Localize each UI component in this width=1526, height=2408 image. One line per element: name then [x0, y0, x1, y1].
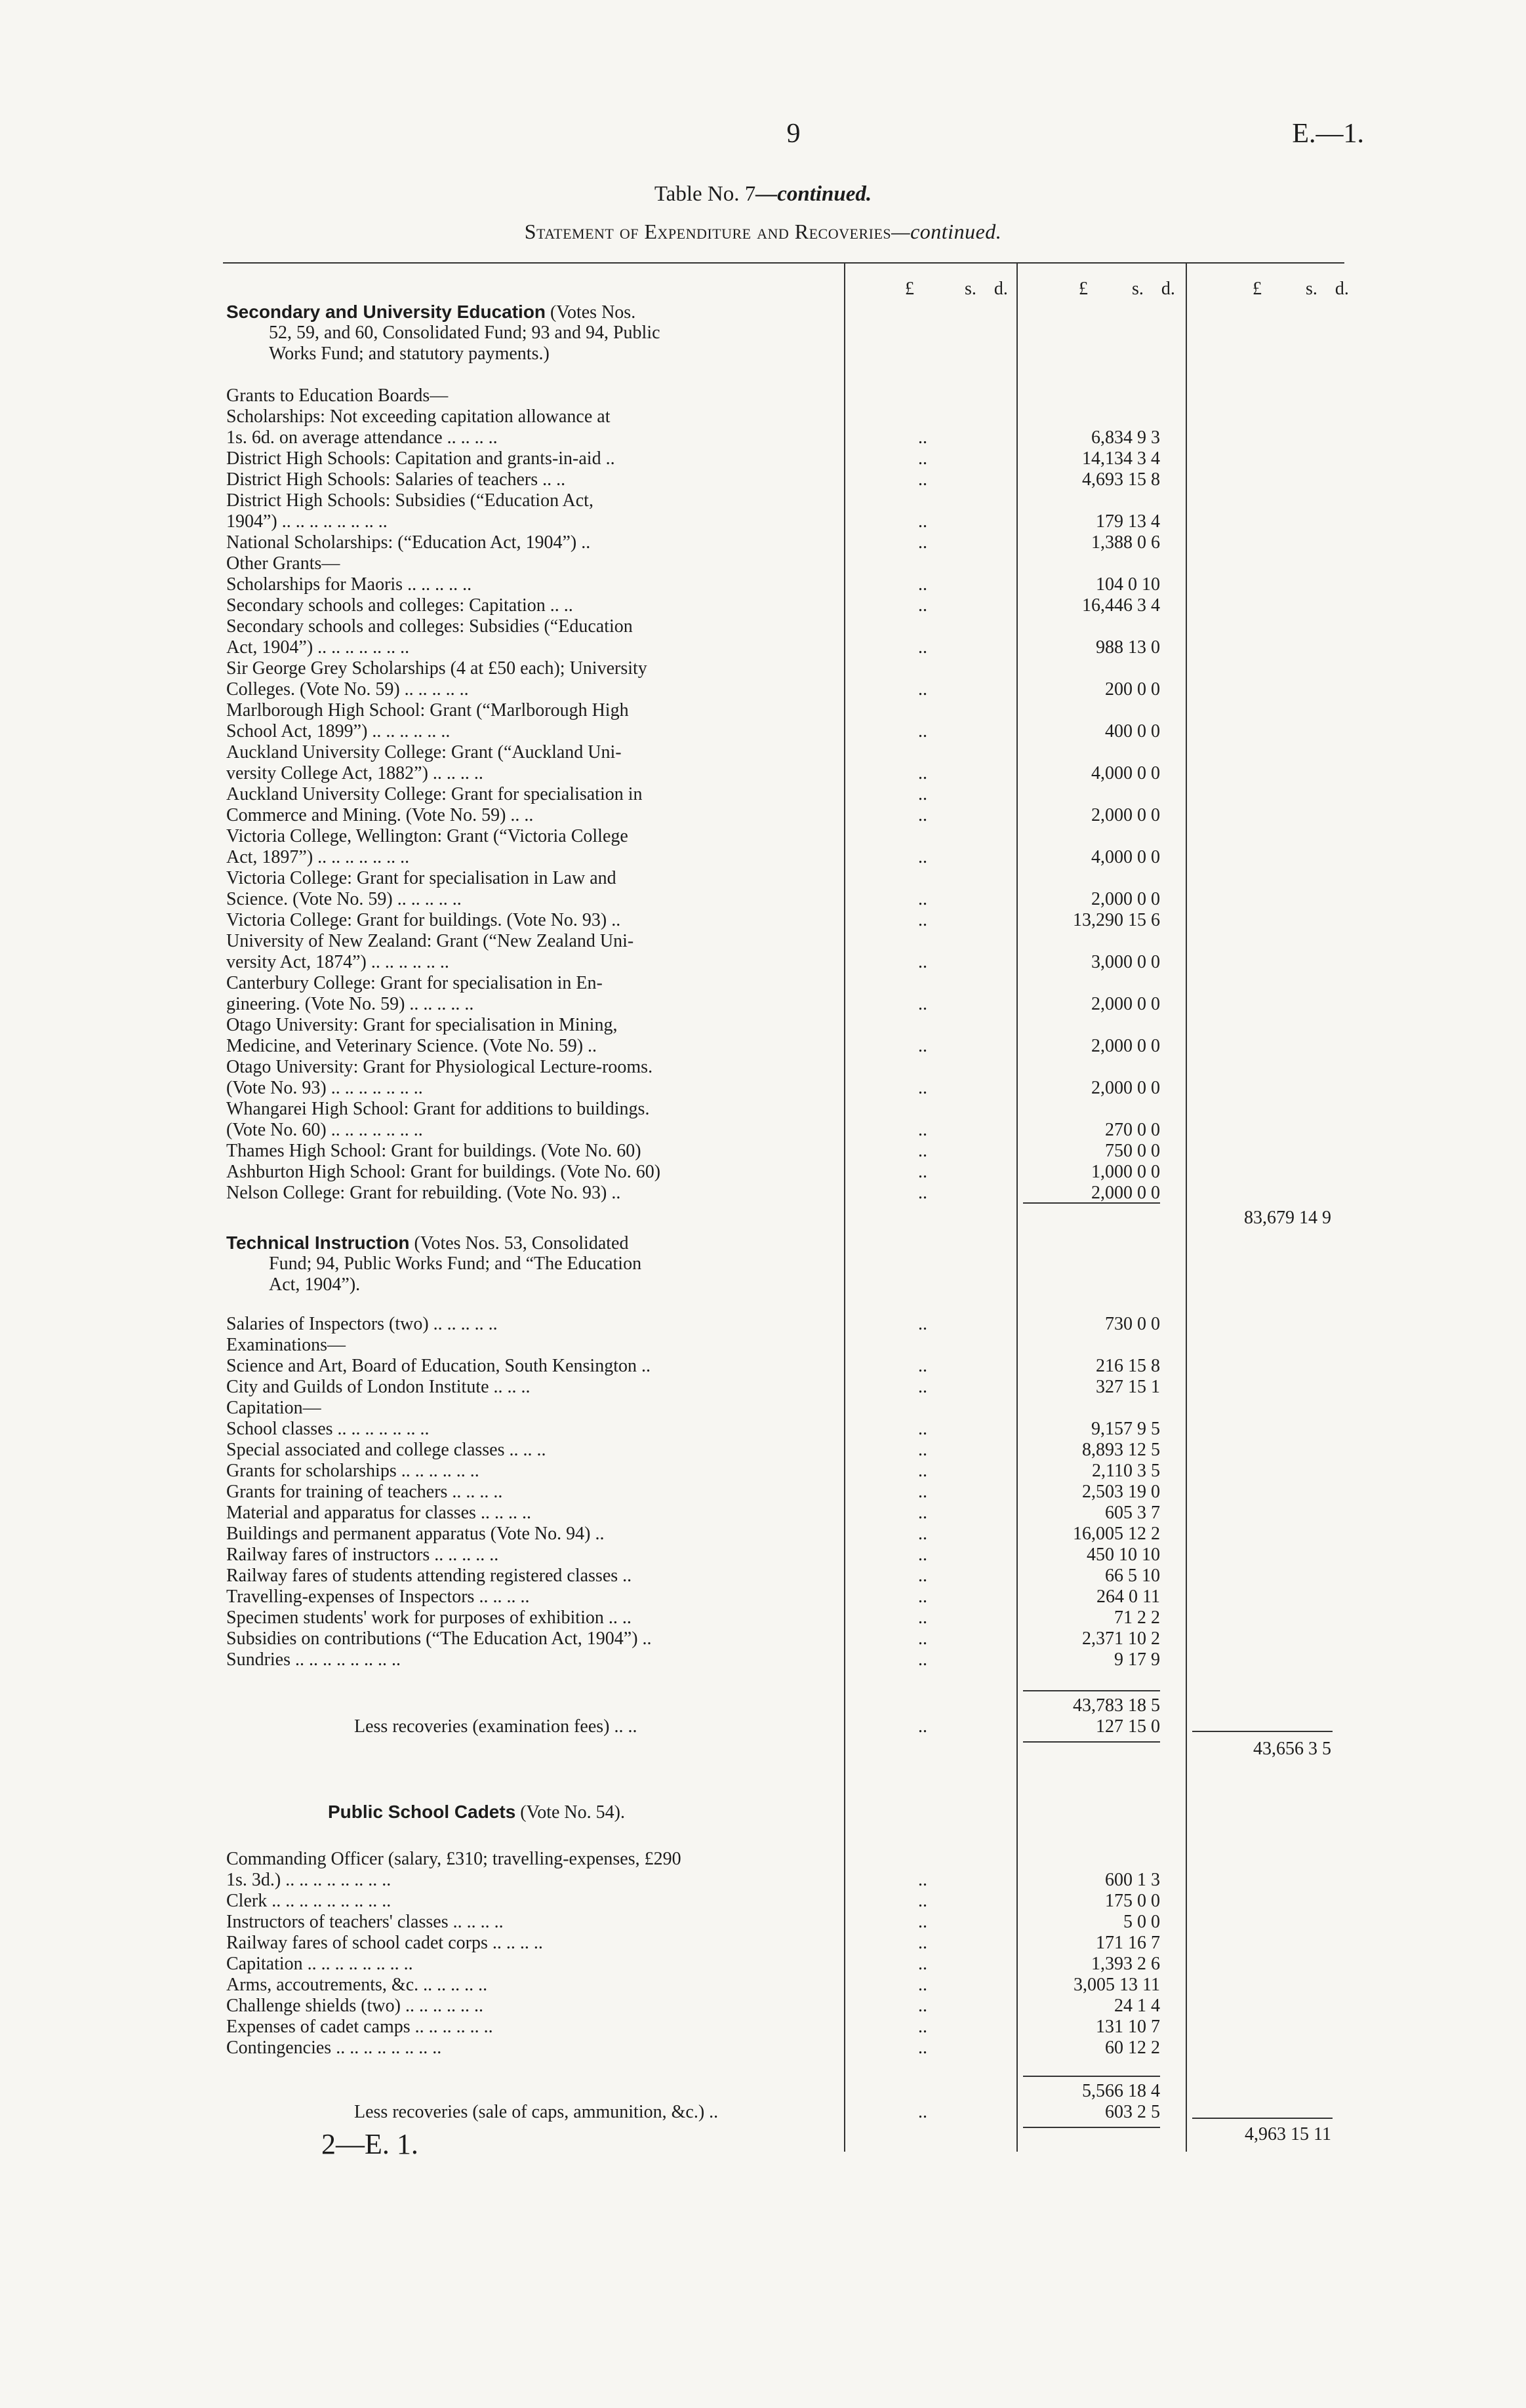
row-description: Capitation .. .. .. .. .. .. .. ..	[226, 1954, 413, 1974]
table-row	[0, 511, 1526, 532]
table-row	[0, 1545, 1526, 1566]
row-leader: ..	[918, 1314, 927, 1334]
table-row	[0, 1120, 1526, 1141]
row-leader: ..	[918, 1120, 927, 1140]
row-amount: 2,110 3 5	[1092, 1461, 1160, 1481]
table-row	[0, 868, 1526, 889]
row-amount: 327 15 1	[1096, 1377, 1160, 1397]
row-leader: ..	[918, 1356, 927, 1376]
table-row	[0, 1461, 1526, 1482]
row-amount: 2,000 0 0	[1091, 1183, 1160, 1203]
row-description: Specimen students' work for purposes of exhibition .. ..	[226, 1608, 632, 1628]
row-amount: 605 3 7	[1105, 1503, 1160, 1523]
table-row	[0, 1608, 1526, 1628]
table-row	[0, 763, 1526, 784]
row-leader: ..	[918, 1461, 927, 1481]
document-code: E.—1.	[1292, 119, 1364, 149]
table-row	[0, 595, 1526, 616]
secondary-total-row: 83,679 14 9	[1244, 1208, 1331, 1228]
row-description: Commanding Officer (salary, £310; travelling-expenses, £290	[226, 1849, 681, 1869]
row-leader: ..	[918, 1975, 927, 1995]
row-description: Victoria College, Wellington: Grant (“Victoria College	[226, 826, 628, 846]
table-row	[0, 973, 1526, 994]
row-description: gineering. (Vote No. 59) .. .. .. .. ..	[226, 994, 474, 1014]
row-amount: 200 0 0	[1105, 679, 1160, 700]
row-amount: 14,134 3 4	[1082, 448, 1160, 469]
row-description: Colleges. (Vote No. 59) .. .. .. .. ..	[226, 679, 469, 700]
table-row	[0, 1335, 1526, 1356]
row-description: 1904”) .. .. .. .. .. .. .. ..	[226, 511, 388, 532]
table-row	[0, 721, 1526, 742]
row-leader: ..	[918, 427, 927, 448]
table-row	[0, 1524, 1526, 1545]
row-amount: 988 13 0	[1096, 637, 1160, 658]
row-description: Railway fares of students attending registered classes ..	[226, 1566, 632, 1586]
row-amount: 9,157 9 5	[1091, 1419, 1160, 1439]
row-amount: 2,000 0 0	[1091, 1078, 1160, 1098]
row-leader: ..	[918, 532, 927, 553]
row-description: Secondary schools and colleges: Capitation .. ..	[226, 595, 573, 616]
table-row	[0, 532, 1526, 553]
row-amount: 2,000 0 0	[1091, 1036, 1160, 1056]
row-description: Challenge shields (two) .. .. .. .. .. ..	[226, 1996, 483, 2016]
row-leader: ..	[918, 889, 927, 909]
row-amount: 450 10 10	[1087, 1545, 1160, 1565]
row-description: Thames High School: Grant for buildings. (Vote No. 60)	[226, 1141, 641, 1161]
row-description: Travelling-expenses of Inspectors .. .. .. ..	[226, 1587, 530, 1607]
technical-less-row: Less recoveries (examination fees) .. .. .. 127 15 0	[354, 1716, 1160, 1737]
row-leader: ..	[918, 1870, 927, 1890]
row-description: University of New Zealand: Grant (“New Zealand Uni-	[226, 931, 634, 951]
row-leader: ..	[918, 1482, 927, 1502]
row-description: Expenses of cadet camps .. .. .. .. .. ..	[226, 2017, 493, 2037]
row-description: Examinations—	[226, 1335, 346, 1355]
row-amount: 71 2 2	[1114, 1608, 1160, 1628]
row-description: versity College Act, 1882”) .. .. .. ..	[226, 763, 483, 783]
table-row	[0, 679, 1526, 700]
row-description: Science. (Vote No. 59) .. .. .. .. ..	[226, 889, 462, 909]
column-header-2: £ s. d.	[1079, 279, 1175, 299]
row-amount: 2,000 0 0	[1091, 805, 1160, 825]
row-leader: ..	[918, 1649, 927, 1670]
row-leader: ..	[918, 763, 927, 783]
row-amount: 104 0 10	[1096, 574, 1160, 595]
table-row	[0, 847, 1526, 868]
row-description: Nelson College: Grant for rebuilding. (Vote No. 93) ..	[226, 1183, 621, 1203]
row-leader: ..	[918, 910, 927, 930]
row-description: Act, 1897”) .. .. .. .. .. .. ..	[226, 847, 410, 867]
cadets-subtotal-row: 5,566 18 4	[1082, 2081, 1160, 2101]
row-description: Victoria College: Grant for specialisation in Law and	[226, 868, 616, 888]
total-rule	[1192, 1731, 1333, 1732]
table-row	[0, 1891, 1526, 1912]
row-description: Marlborough High School: Grant (“Marlborough High	[226, 700, 629, 720]
row-description: Medicine, and Veterinary Science. (Vote No. 59) ..	[226, 1036, 597, 1056]
row-amount: 66 5 10	[1105, 1566, 1160, 1586]
row-description: Clerk .. .. .. .. .. .. .. .. ..	[226, 1891, 392, 1911]
table-row	[0, 1628, 1526, 1649]
row-description: Act, 1904”) .. .. .. .. .. .. ..	[226, 637, 410, 658]
technical-subtotal-row: 43,783 18 5	[1073, 1695, 1160, 1716]
row-description: Instructors of teachers' classes .. .. .. ..	[226, 1912, 504, 1932]
row-description: National Scholarships: (“Education Act, 1904”) ..	[226, 532, 591, 553]
total-rule	[1023, 1202, 1160, 1204]
table-row	[0, 931, 1526, 952]
table-row	[0, 700, 1526, 721]
row-leader: ..	[918, 1141, 927, 1161]
row-leader: ..	[918, 721, 927, 741]
row-leader: ..	[918, 511, 927, 532]
row-leader: ..	[918, 1036, 927, 1056]
row-amount: 175 0 0	[1105, 1891, 1160, 1911]
row-description: Material and apparatus for classes .. .. .. ..	[226, 1503, 531, 1523]
table-row	[0, 1162, 1526, 1183]
table-row	[0, 952, 1526, 973]
table-row	[0, 910, 1526, 931]
table-row	[0, 784, 1526, 805]
table-row	[0, 1398, 1526, 1419]
technical-total-row: 43,656 3 5	[1253, 1739, 1331, 1759]
row-leader: ..	[918, 1996, 927, 2016]
table-row	[0, 1954, 1526, 1975]
row-leader: ..	[918, 1503, 927, 1523]
row-amount: 3,000 0 0	[1091, 952, 1160, 972]
table-row	[0, 574, 1526, 595]
row-leader: ..	[918, 448, 927, 469]
table-row	[0, 2017, 1526, 2038]
row-description: Contingencies .. .. .. .. .. .. .. ..	[226, 2038, 442, 2058]
row-amount: 400 0 0	[1105, 721, 1160, 741]
row-description: School classes .. .. .. .. .. .. ..	[226, 1419, 430, 1439]
row-description: Science and Art, Board of Education, South Kensington ..	[226, 1356, 651, 1376]
row-amount: 600 1 3	[1105, 1870, 1160, 1890]
row-amount: 5 0 0	[1123, 1912, 1160, 1932]
row-leader: ..	[918, 994, 927, 1014]
total-rule	[1192, 2118, 1333, 2119]
table-row	[0, 1912, 1526, 1933]
section-heading: Technical Instruction (Votes Nos. 53, Consolidated	[226, 1233, 629, 1253]
row-description: Salaries of Inspectors (two) .. .. .. .. ..	[226, 1314, 498, 1334]
section-heading: Secondary and University Education (Votes Nos.	[226, 302, 636, 323]
table-row	[0, 1356, 1526, 1377]
table-row	[0, 1314, 1526, 1335]
row-leader: ..	[918, 847, 927, 867]
row-description: Whangarei High School: Grant for additions to buildings.	[226, 1099, 650, 1119]
table-row	[0, 1933, 1526, 1954]
table-row	[0, 658, 1526, 679]
row-description: Railway fares of school cadet corps .. .. .. ..	[226, 1933, 543, 1953]
section-heading-line: Works Fund; and statutory payments.)	[269, 344, 550, 364]
table-row	[0, 427, 1526, 448]
row-description: Auckland University College: Grant for specialisation in	[226, 784, 643, 804]
row-description: City and Guilds of London Institute .. .. ..	[226, 1377, 531, 1397]
row-description: (Vote No. 60) .. .. .. .. .. .. ..	[226, 1120, 423, 1140]
row-description: Grants to Education Boards—	[226, 385, 449, 406]
row-description: Otago University: Grant for Physiological Lecture-rooms.	[226, 1057, 653, 1077]
row-amount: 750 0 0	[1105, 1141, 1160, 1161]
row-description: Scholarships: Not exceeding capitation allowance at	[226, 406, 611, 427]
row-leader: ..	[918, 574, 927, 595]
table-row	[0, 1975, 1526, 1996]
row-amount: 179 13 4	[1096, 511, 1160, 532]
table-row	[0, 994, 1526, 1015]
row-amount: 16,005 12 2	[1073, 1524, 1160, 1544]
table-row	[0, 1503, 1526, 1524]
row-leader: ..	[918, 1078, 927, 1098]
table-row	[0, 1377, 1526, 1398]
row-leader: ..	[918, 2038, 927, 2058]
row-description: Capitation—	[226, 1398, 321, 1418]
row-description: Sir George Grey Scholarships (4 at £50 each); University	[226, 658, 647, 679]
row-description: District High Schools: Salaries of teachers .. ..	[226, 469, 566, 490]
row-amount: 9 17 9	[1114, 1649, 1160, 1670]
row-description: Grants for scholarships .. .. .. .. .. ..	[226, 1461, 479, 1481]
row-leader: ..	[918, 1524, 927, 1544]
table-row	[0, 1036, 1526, 1057]
row-amount: 60 12 2	[1105, 2038, 1160, 2058]
column-header-3: £ s. d.	[1253, 279, 1349, 299]
row-description: (Vote No. 93) .. .. .. .. .. .. ..	[226, 1078, 423, 1098]
section-heading: Public School Cadets (Vote No. 54).	[328, 1802, 625, 1823]
table-row	[0, 637, 1526, 658]
row-description: School Act, 1899”) .. .. .. .. .. ..	[226, 721, 451, 741]
row-description: 1s. 3d.) .. .. .. .. .. .. .. ..	[226, 1870, 392, 1890]
row-leader: ..	[918, 805, 927, 825]
footer-signature: 2—E. 1.	[321, 2128, 418, 2160]
row-leader: ..	[918, 1912, 927, 1932]
statement-title: Statement of Expenditure and Recoveries—continued.	[524, 220, 1002, 243]
row-description: Special associated and college classes .. .. ..	[226, 1440, 546, 1460]
table-row	[0, 742, 1526, 763]
total-rule	[1023, 1690, 1160, 1691]
row-description: Auckland University College: Grant (“Auckland Uni-	[226, 742, 622, 762]
table-row	[0, 1183, 1526, 1204]
table-row	[0, 553, 1526, 574]
table-row	[0, 1482, 1526, 1503]
row-leader: ..	[918, 637, 927, 658]
row-leader: ..	[918, 1954, 927, 1974]
column-header-1: £ s. d.	[905, 279, 1008, 299]
row-leader: ..	[918, 1628, 927, 1649]
table-row	[0, 1015, 1526, 1036]
table-row	[0, 469, 1526, 490]
row-amount: 171 16 7	[1096, 1933, 1160, 1953]
row-description: Buildings and permanent apparatus (Vote No. 94) ..	[226, 1524, 605, 1544]
table-row	[0, 1566, 1526, 1587]
section-heading-line: 52, 59, and 60, Consolidated Fund; 93 and 94, Public	[269, 323, 660, 343]
table-row	[0, 616, 1526, 637]
row-leader: ..	[918, 1545, 927, 1565]
row-amount: 270 0 0	[1105, 1120, 1160, 1140]
page-number: 9	[786, 119, 801, 149]
row-amount: 3,005 13 11	[1074, 1975, 1160, 1995]
row-leader: ..	[918, 784, 927, 804]
row-amount: 2,000 0 0	[1091, 889, 1160, 909]
table-top-rule	[223, 262, 1344, 264]
table-row	[0, 1870, 1526, 1891]
row-amount: 16,446 3 4	[1082, 595, 1160, 616]
table-row	[0, 1440, 1526, 1461]
table-row	[0, 1996, 1526, 2017]
row-description: Other Grants—	[226, 553, 340, 574]
table-row	[0, 1419, 1526, 1440]
row-amount: 2,503 19 0	[1082, 1482, 1160, 1502]
total-rule	[1023, 2076, 1160, 2077]
row-description: Victoria College: Grant for buildings. (Vote No. 93) ..	[226, 910, 621, 930]
table-row	[0, 826, 1526, 847]
row-description: Subsidies on contributions (“The Education Act, 1904”) ..	[226, 1628, 652, 1649]
row-description: District High Schools: Capitation and grants-in-aid ..	[226, 448, 615, 469]
table-row	[0, 889, 1526, 910]
cadets-less-row: Less recoveries (sale of caps, ammunition, &c.) .. .. 603 2 5	[354, 2102, 1160, 2122]
table-row	[0, 1141, 1526, 1162]
table-row	[0, 1099, 1526, 1120]
row-amount: 1,388 0 6	[1091, 532, 1160, 553]
table-title: Table No. 7—continued.	[654, 182, 872, 206]
row-amount: 730 0 0	[1105, 1314, 1160, 1334]
row-description: Scholarships for Maoris .. .. .. .. ..	[226, 574, 472, 595]
row-amount: 8,893 12 5	[1082, 1440, 1160, 1460]
row-leader: ..	[918, 1440, 927, 1460]
table-row	[0, 490, 1526, 511]
row-description: Canterbury College: Grant for specialisation in En-	[226, 973, 603, 993]
table-row	[0, 385, 1526, 406]
row-amount: 6,834 9 3	[1091, 427, 1160, 448]
row-amount: 2,371 10 2	[1082, 1628, 1160, 1649]
row-description: Arms, accoutrements, &c. .. .. .. .. ..	[226, 1975, 488, 1995]
row-amount: 4,693 15 8	[1082, 469, 1160, 490]
row-amount: 1,000 0 0	[1091, 1162, 1160, 1182]
table-row	[0, 1587, 1526, 1608]
row-description: Railway fares of instructors .. .. .. .. ..	[226, 1545, 499, 1565]
row-amount: 24 1 4	[1114, 1996, 1160, 2016]
section-heading-line: Fund; 94, Public Works Fund; and “The Education	[269, 1253, 642, 1274]
row-description: Ashburton High School: Grant for buildings. (Vote No. 60)	[226, 1162, 661, 1182]
row-leader: ..	[918, 1608, 927, 1628]
table-row	[0, 1078, 1526, 1099]
row-description: Otago University: Grant for specialisation in Mining,	[226, 1015, 618, 1035]
row-leader: ..	[918, 952, 927, 972]
row-leader: ..	[918, 1587, 927, 1607]
table-row	[0, 406, 1526, 427]
table-row	[0, 1057, 1526, 1078]
row-description: versity Act, 1874”) .. .. .. .. .. ..	[226, 952, 449, 972]
row-amount: 4,000 0 0	[1091, 847, 1160, 867]
table-row	[0, 1649, 1526, 1670]
row-leader: ..	[918, 595, 927, 616]
row-amount: 264 0 11	[1096, 1587, 1160, 1607]
row-leader: ..	[918, 1566, 927, 1586]
table-row	[0, 1849, 1526, 1870]
row-leader: ..	[918, 1933, 927, 1953]
row-amount: 131 10 7	[1096, 2017, 1160, 2037]
row-description: District High Schools: Subsidies (“Education Act,	[226, 490, 593, 511]
row-amount: 1,393 2 6	[1091, 1954, 1160, 1974]
table-row	[0, 805, 1526, 826]
row-description: Sundries .. .. .. .. .. .. .. ..	[226, 1649, 401, 1670]
section-heading-line: Act, 1904”).	[269, 1274, 361, 1295]
row-leader: ..	[918, 679, 927, 700]
row-amount: 13,290 15 6	[1073, 910, 1160, 930]
row-description: Commerce and Mining. (Vote No. 59) .. ..	[226, 805, 534, 825]
cadets-total-row: 4,963 15 11	[1245, 2124, 1331, 2144]
row-amount: 216 15 8	[1096, 1356, 1160, 1376]
row-leader: ..	[918, 469, 927, 490]
row-amount: 4,000 0 0	[1091, 763, 1160, 783]
row-leader: ..	[918, 1183, 927, 1203]
row-description: 1s. 6d. on average attendance .. .. .. ..	[226, 427, 498, 448]
row-leader: ..	[918, 1377, 927, 1397]
row-leader: ..	[918, 1891, 927, 1911]
row-amount: 2,000 0 0	[1091, 994, 1160, 1014]
row-leader: ..	[918, 1419, 927, 1439]
row-description: Grants for training of teachers .. .. .. ..	[226, 1482, 503, 1502]
table-row	[0, 2038, 1526, 2059]
row-leader: ..	[918, 1162, 927, 1182]
row-leader: ..	[918, 2017, 927, 2037]
row-description: Secondary schools and colleges: Subsidies (“Education	[226, 616, 633, 637]
table-row	[0, 448, 1526, 469]
